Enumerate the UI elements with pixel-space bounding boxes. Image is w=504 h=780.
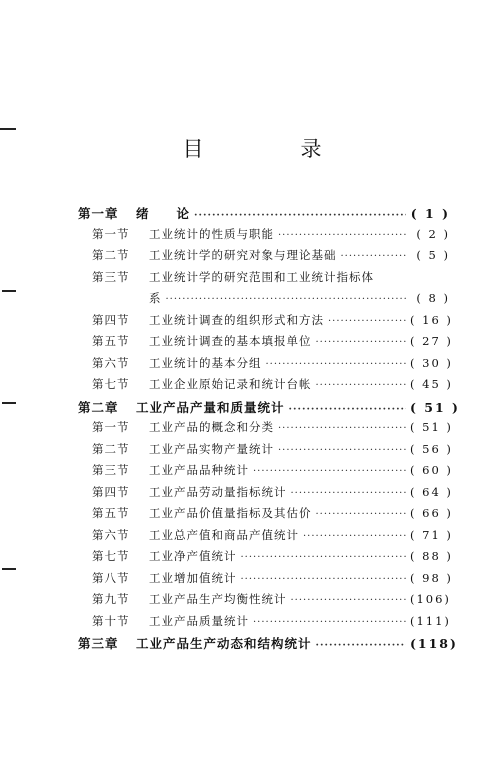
- toc-number: 第六节: [92, 527, 130, 542]
- toc-page: ( 71 ): [410, 527, 453, 542]
- toc-row[interactable]: [78, 505, 453, 527]
- toc-title: 工业产品质量统计: [149, 613, 249, 628]
- toc-leader: [241, 552, 407, 563]
- toc-leader: [316, 640, 406, 651]
- toc-leader: [341, 251, 407, 262]
- toc-leader: [316, 509, 407, 520]
- toc-page: ( 66 ): [410, 506, 453, 520]
- toc-title: 工业产品价值量指标及其估价: [149, 506, 312, 520]
- toc-number: 第七节: [92, 549, 130, 563]
- toc-leader: [289, 404, 406, 415]
- toc-number: 第七节: [92, 377, 130, 391]
- toc-page: (106): [410, 592, 451, 606]
- scan-mark-left-3: [2, 402, 16, 404]
- toc-number: 第二节: [92, 441, 130, 456]
- toc-title: 工业统计的性质与职能: [149, 226, 274, 241]
- toc-title: 工业统计调查的组织形式和方法: [149, 312, 324, 327]
- toc-row[interactable]: [78, 312, 453, 334]
- toc-number: 第四节: [92, 484, 130, 499]
- toc-number: 第三节: [92, 463, 130, 477]
- toc-number: 第十节: [92, 613, 130, 628]
- toc-page: ( 16 ): [410, 312, 453, 327]
- toc-title: 工业总产值和商品产值统计: [149, 527, 299, 542]
- toc-leader: [166, 294, 407, 305]
- toc-number: 第五节: [92, 334, 130, 348]
- toc-leader: [316, 380, 407, 391]
- toc-leader: [194, 210, 406, 221]
- toc-page: ( 51 ): [410, 420, 453, 434]
- toc-leader: [291, 595, 407, 606]
- toc-page: ( 51 ): [410, 399, 460, 415]
- toc-page: ( 45 ): [410, 377, 453, 391]
- toc-number: 第八节: [92, 570, 130, 585]
- toc-title: 系: [149, 291, 162, 305]
- toc-title: 工业产品产量和质量统计: [136, 399, 285, 415]
- toc-page: ( 30 ): [410, 355, 453, 370]
- toc-number: 第三章: [78, 636, 119, 651]
- toc-number: 第六节: [92, 355, 130, 370]
- toc-title: 工业净产值统计: [149, 549, 237, 563]
- toc-page: ( 1 ): [410, 206, 450, 221]
- toc-number: 第一章: [78, 206, 119, 221]
- toc-row[interactable]: [78, 613, 450, 635]
- toc-page: ( 2 ): [416, 226, 450, 241]
- toc-number: 第一节: [92, 226, 130, 241]
- toc-title: 工业产品生产均衡性统计: [149, 592, 287, 606]
- toc-row[interactable]: [78, 226, 450, 248]
- toc-page: ( 56 ): [410, 441, 453, 456]
- toc-row[interactable]: [78, 591, 450, 613]
- toc-leader: [316, 337, 407, 348]
- page-title: 目 录: [182, 137, 360, 161]
- toc-leader: [253, 617, 406, 628]
- toc-row[interactable]: [78, 269, 450, 291]
- toc-row[interactable]: [78, 398, 460, 420]
- toc-page: ( 27 ): [410, 334, 453, 348]
- toc-leader: [241, 574, 407, 585]
- toc-row[interactable]: [78, 333, 453, 355]
- toc-number: 第二章: [78, 399, 119, 415]
- toc-row[interactable]: [78, 548, 453, 570]
- toc-title: 工业产品生产动态和结构统计: [136, 636, 312, 651]
- toc-title: 工业产品劳动量指标统计: [149, 484, 287, 499]
- toc-leader: [328, 316, 406, 327]
- toc-row[interactable]: [78, 441, 453, 463]
- toc-leader: [278, 230, 406, 241]
- toc-row[interactable]: [78, 527, 453, 549]
- toc-number: 第三节: [92, 269, 130, 284]
- scan-mark-left-1: [0, 128, 16, 130]
- toc-title: 绪 论: [136, 206, 191, 221]
- toc-page: ( 88 ): [410, 549, 453, 563]
- toc-page: (111): [410, 613, 451, 628]
- toc-number: 第九节: [92, 592, 130, 606]
- toc-title: 工业统计的基本分组: [149, 355, 262, 370]
- toc-title: 工业产品的概念和分类: [149, 420, 274, 434]
- toc-row[interactable]: [78, 570, 453, 592]
- toc-row[interactable]: [78, 355, 453, 377]
- toc-number: 第五节: [92, 506, 130, 520]
- toc-leader: [303, 531, 406, 542]
- scan-mark-left-2: [2, 290, 16, 292]
- toc-row[interactable]: [78, 247, 450, 269]
- toc-leader: [291, 488, 407, 499]
- toc-title: 工业增加值统计: [149, 570, 237, 585]
- toc-title: 工业产品品种统计: [149, 463, 249, 477]
- toc-title: 工业企业原始记录和统计台帐: [149, 377, 312, 391]
- toc-row[interactable]: [78, 634, 458, 656]
- toc-number: 第一节: [92, 420, 130, 434]
- table-of-contents: [78, 204, 460, 656]
- toc-leader: [266, 359, 407, 370]
- toc-number: 第二节: [92, 248, 130, 262]
- toc-page: ( 60 ): [410, 463, 453, 477]
- toc-title: 工业统计学的研究范围和工业统计指标体: [149, 269, 374, 284]
- toc-leader: [253, 466, 406, 477]
- toc-title: 工业统计调查的基本填报单位: [149, 334, 312, 348]
- toc-row[interactable]: [78, 484, 453, 506]
- toc-page: ( 5 ): [416, 248, 450, 262]
- toc-row[interactable]: [78, 290, 450, 312]
- toc-row[interactable]: [78, 376, 453, 398]
- toc-row[interactable]: [78, 204, 450, 226]
- toc-row[interactable]: [78, 419, 453, 441]
- toc-title: 工业统计学的研究对象与理论基础: [149, 248, 337, 262]
- toc-page: ( 64 ): [410, 484, 453, 499]
- toc-leader: [278, 423, 406, 434]
- toc-page: (118): [410, 636, 458, 651]
- toc-leader: [278, 445, 406, 456]
- scan-mark-left-4: [2, 568, 16, 570]
- toc-number: 第四节: [92, 312, 130, 327]
- toc-page: ( 8 ): [416, 291, 450, 305]
- toc-title: 工业产品实物产量统计: [149, 441, 274, 456]
- toc-row[interactable]: [78, 462, 453, 484]
- toc-page: ( 98 ): [410, 570, 453, 585]
